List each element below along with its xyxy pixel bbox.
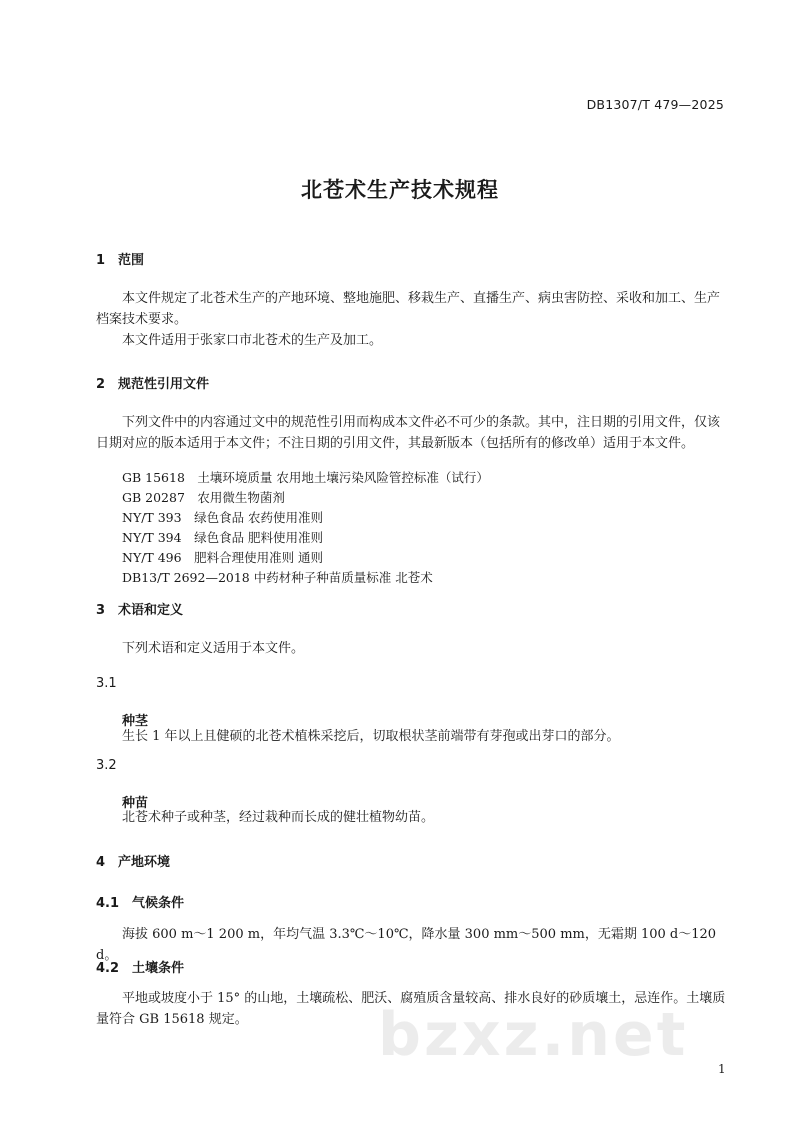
subsection-4-1-paragraph: 海拔 600 m～1 200 m，年均气温 3.3℃～10℃，降水量 300 mm～500 mm，无霜期 100 d～120 d。 [96, 927, 717, 963]
section-number: 1 [96, 253, 106, 268]
section-number: 4 [96, 855, 106, 870]
reference-item: NY/T 496 肥料合理使用准则 通则 [122, 550, 324, 565]
term-3-1-name: 种茎 [122, 714, 149, 729]
page-number: 1 [718, 1062, 726, 1076]
document-title: 北苍术生产技术规程 [301, 178, 499, 202]
watermark-logo: bzxz.net [378, 1000, 689, 1070]
term-3-2-name: 种苗 [122, 796, 149, 811]
term-3-1-number: 3.1 [96, 676, 117, 691]
subsection-number: 4.2 [96, 961, 120, 976]
subsection-4-2-paragraph: 平地或坡度小于 15° 的山地，土壤疏松、肥沃、腐殖质含量较高、排水良好的砂质壤土，忌连作。土壤质量符合 GB 15618 规定。 [96, 991, 726, 1027]
subsection-4-1-heading [96, 892, 184, 911]
section-title: 术语和定义 [118, 603, 184, 618]
subsection-4-2-heading [96, 957, 184, 976]
section-title: 规范性引用文件 [118, 377, 210, 392]
section-2-paragraph-1: 下列文件中的内容通过文中的规范性引用而构成本文件必不可少的条款。其中，注日期的引用文件，仅该日期对应的版本适用于本文件；不注日期的引用文件，其最新版本（包括所有的修改单）适用于本文件。 [96, 415, 721, 451]
reference-item: NY/T 394 绿色食品 肥料使用准则 [122, 530, 324, 545]
reference-item: GB 20287 农用微生物菌剂 [122, 490, 285, 505]
section-1-paragraph-1: 本文件规定了北苍术生产的产地环境、整地施肥、移栽生产、直播生产、病虫害防控、采收和加工、生产档案技术要求。 [96, 291, 721, 327]
section-3-heading [96, 599, 183, 618]
term-3-2-definition: 北苍术种子或种茎，经过栽种而长成的健壮植物幼苗。 [122, 810, 435, 825]
subsection-title: 土壤条件 [132, 961, 185, 976]
subsection-title: 气候条件 [132, 896, 185, 911]
subsection-number: 4.1 [96, 896, 120, 911]
document-number: DB1307/T 479—2025 [586, 97, 724, 112]
reference-item: DB13/T 2692—2018 中药材种子种苗质量标准 北苍术 [122, 570, 433, 585]
section-2-heading [96, 373, 209, 392]
section-number: 2 [96, 377, 106, 392]
section-1-heading [96, 249, 144, 268]
section-1-paragraph-2: 本文件适用于张家口市北苍术的生产及加工。 [122, 333, 383, 348]
section-3-paragraph-1: 下列术语和定义适用于本文件。 [122, 641, 305, 656]
section-title: 范围 [118, 253, 145, 268]
section-4-heading [96, 851, 170, 870]
section-number: 3 [96, 603, 106, 618]
term-3-1-definition: 生长 1 年以上且健硕的北苍术植株采挖后，切取根状茎前端带有芽孢或出芽口的部分。 [122, 729, 620, 744]
reference-item: GB 15618 土壤环境质量 农用地土壤污染风险管控标准（试行） [122, 470, 489, 485]
reference-item: NY/T 393 绿色食品 农药使用准则 [122, 510, 324, 525]
term-3-2-number: 3.2 [96, 758, 117, 773]
section-title: 产地环境 [118, 855, 171, 870]
